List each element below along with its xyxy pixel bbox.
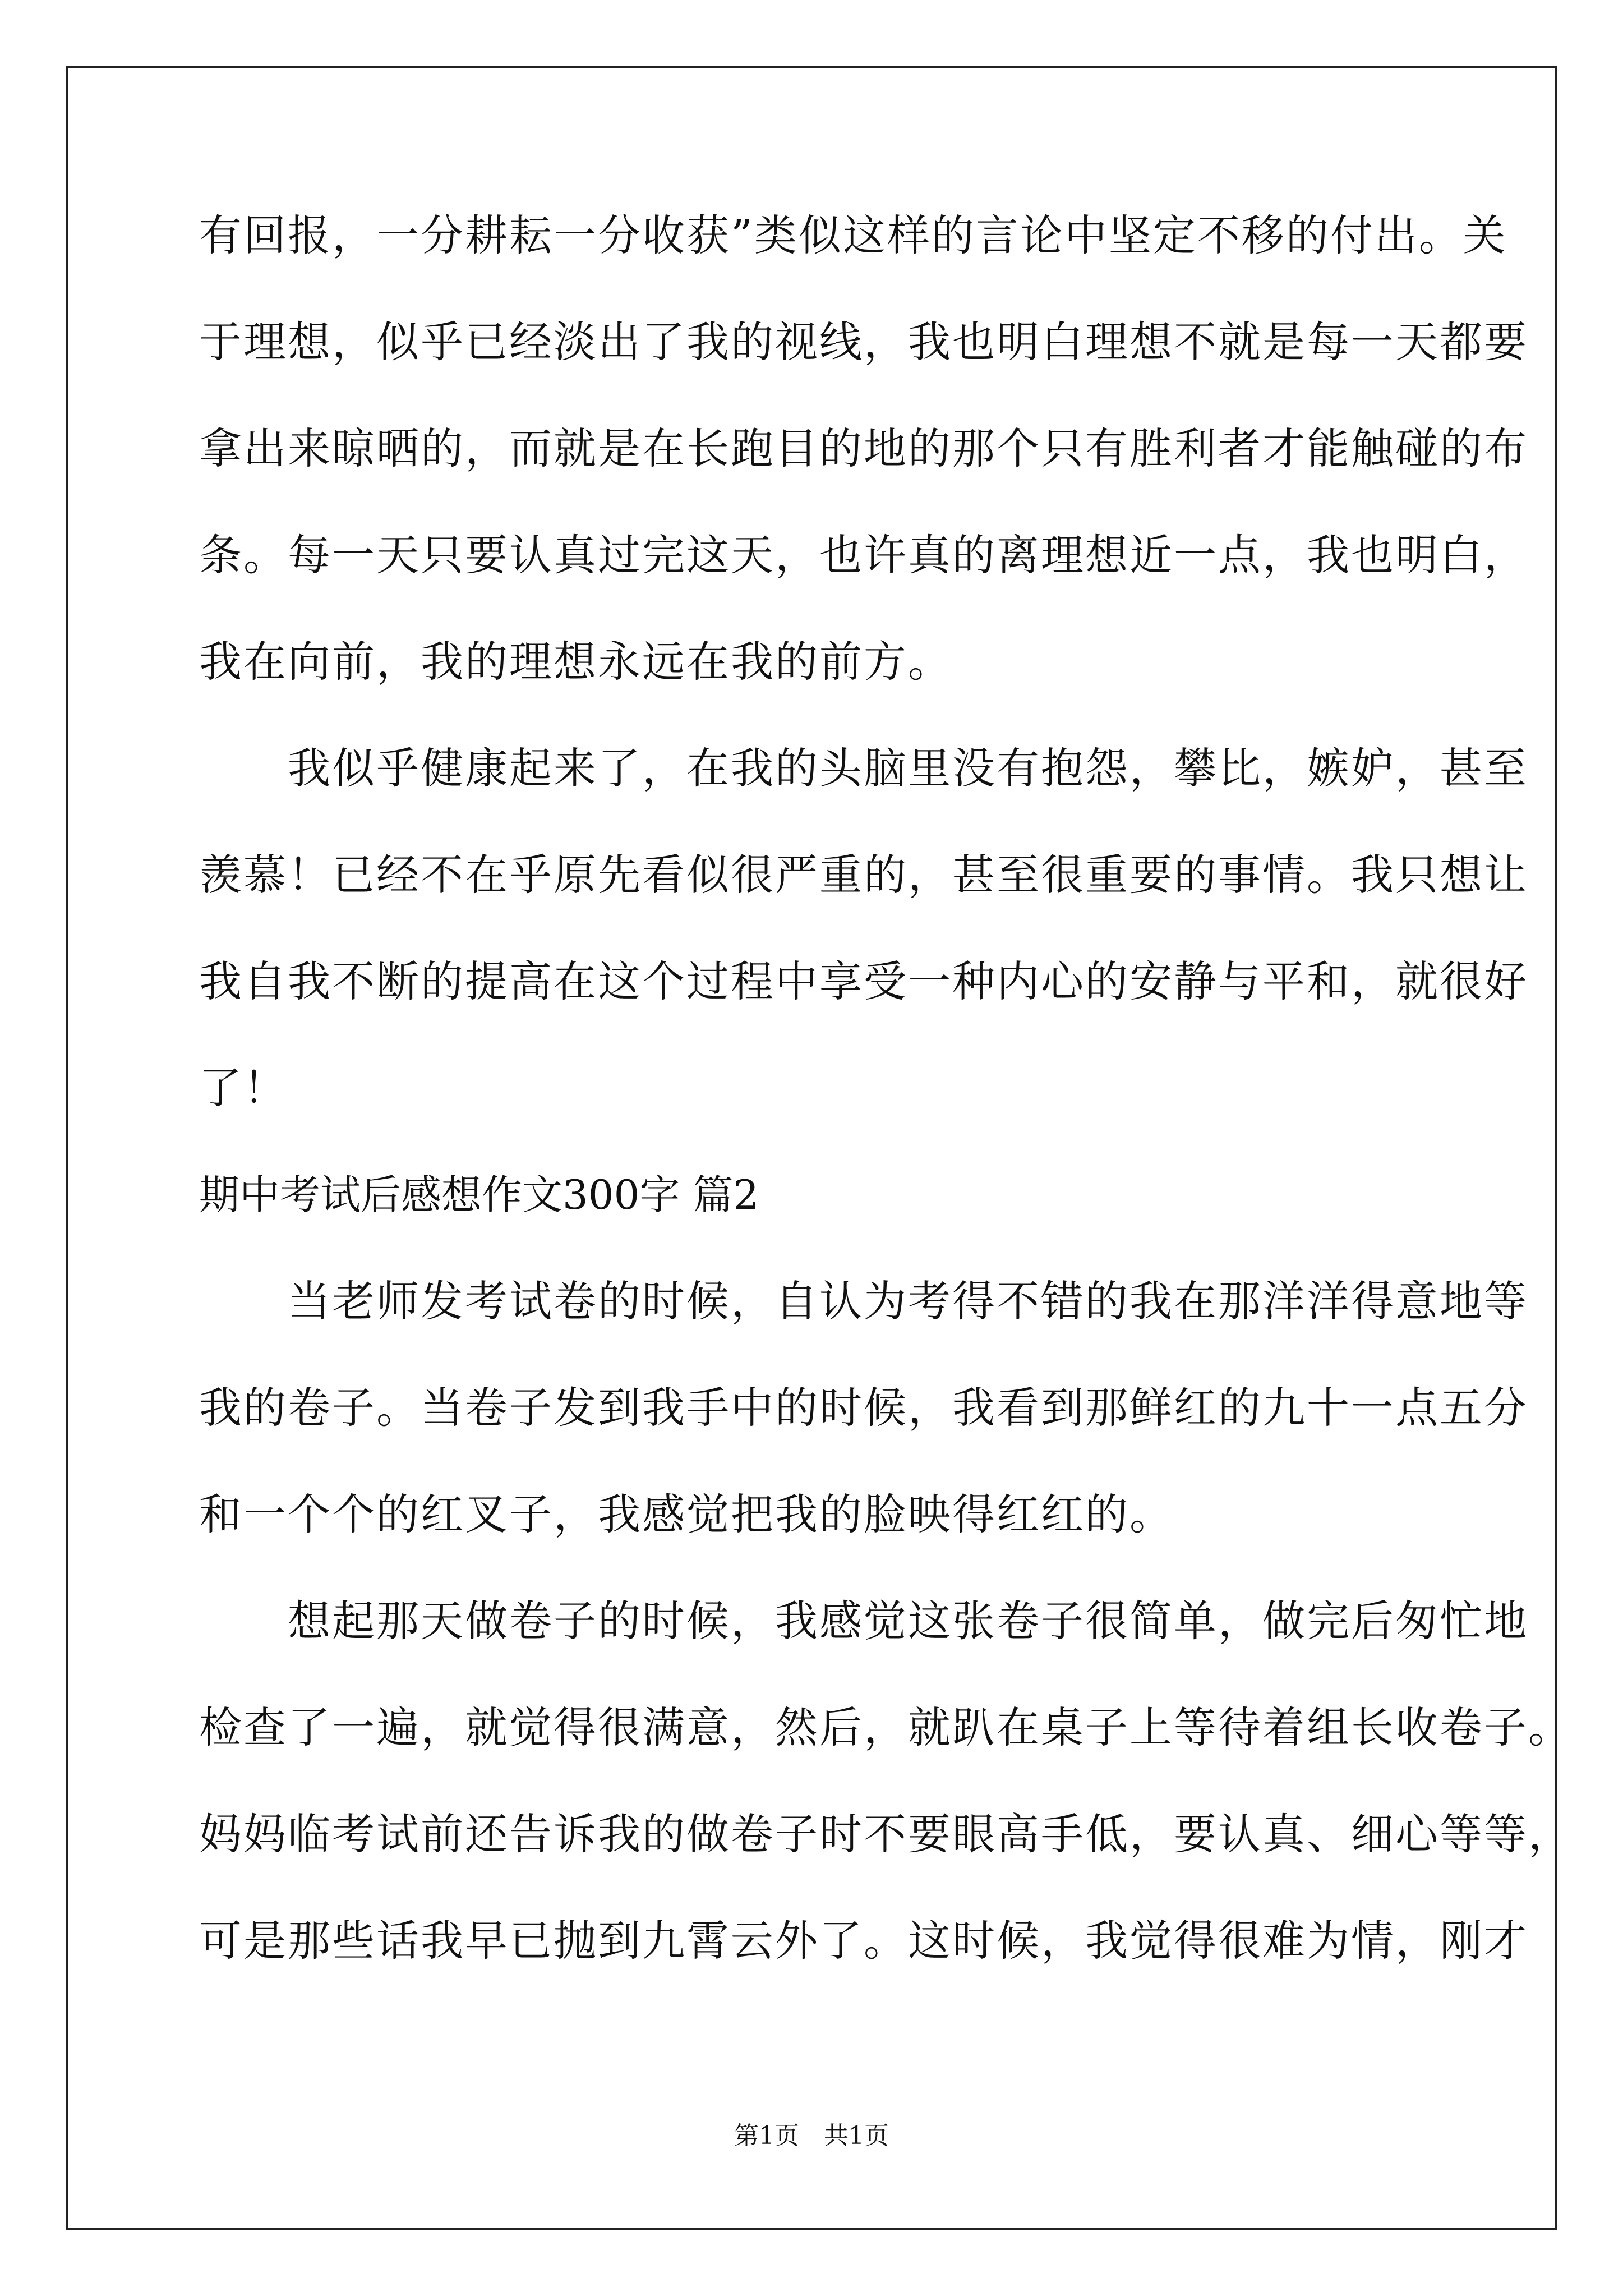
text-line: 于理想，似乎已经淡出了我的视线，我也明白理想不就是每一天都要 xyxy=(199,317,1528,367)
page-footer: 第1页 共1页 xyxy=(734,2122,889,2150)
text-line: 我在向前，我的理想永远在我的前方。 xyxy=(199,637,952,687)
text-line: 我的卷子。当卷子发到我手中的时候，我看到那鲜红的九十一点五分 xyxy=(199,1383,1528,1433)
text-line: 想起那天做卷子的时候，我感觉这张卷子很简单，做完后匆忙地 xyxy=(199,1596,1528,1646)
text-line: 可是那些话我早已抛到九霄云外了。这时候，我觉得很难为情，刚才 xyxy=(199,1916,1528,1966)
text-line: 了！ xyxy=(199,1063,288,1113)
text-line: 检查了一遍，就觉得很满意，然后，就趴在桌子上等待着组长收卷子。 xyxy=(199,1703,1573,1752)
section-heading: 期中考试后感想作文300字 篇2 xyxy=(199,1171,759,1218)
text-line: 有回报，一分耕耘一分收获”类似这样的言论中坚定不移的付出。关 xyxy=(199,210,1507,260)
page-border xyxy=(66,66,1573,2230)
text-line: 我似乎健康起来了，在我的头脑里没有抱怨，攀比，嫉妒，甚至 xyxy=(199,743,1528,793)
text-line: 条。每一天只要认真过完这天，也许真的离理想近一点，我也明白， xyxy=(199,530,1528,580)
text-line: 我自我不断的提高在这个过程中享受一种内心的安静与平和，就很好 xyxy=(199,956,1528,1006)
text-line: 和一个个的红叉子，我感觉把我的脸映得红红的。 xyxy=(199,1489,1174,1539)
text-line: 当老师发考试卷的时候，自认为考得不错的我在那洋洋得意地等 xyxy=(199,1276,1528,1326)
text-line: 羡慕！已经不在乎原先看似很严重的，甚至很重要的事情。我只想让 xyxy=(199,850,1528,900)
text-line: 妈妈临考试前还告诉我的做卷子时不要眼高手低，要认真、细心等等， xyxy=(199,1809,1573,1859)
text-line: 拿出来晾晒的，而就是在长跑目的地的那个只有胜利者才能触碰的布 xyxy=(199,424,1528,473)
